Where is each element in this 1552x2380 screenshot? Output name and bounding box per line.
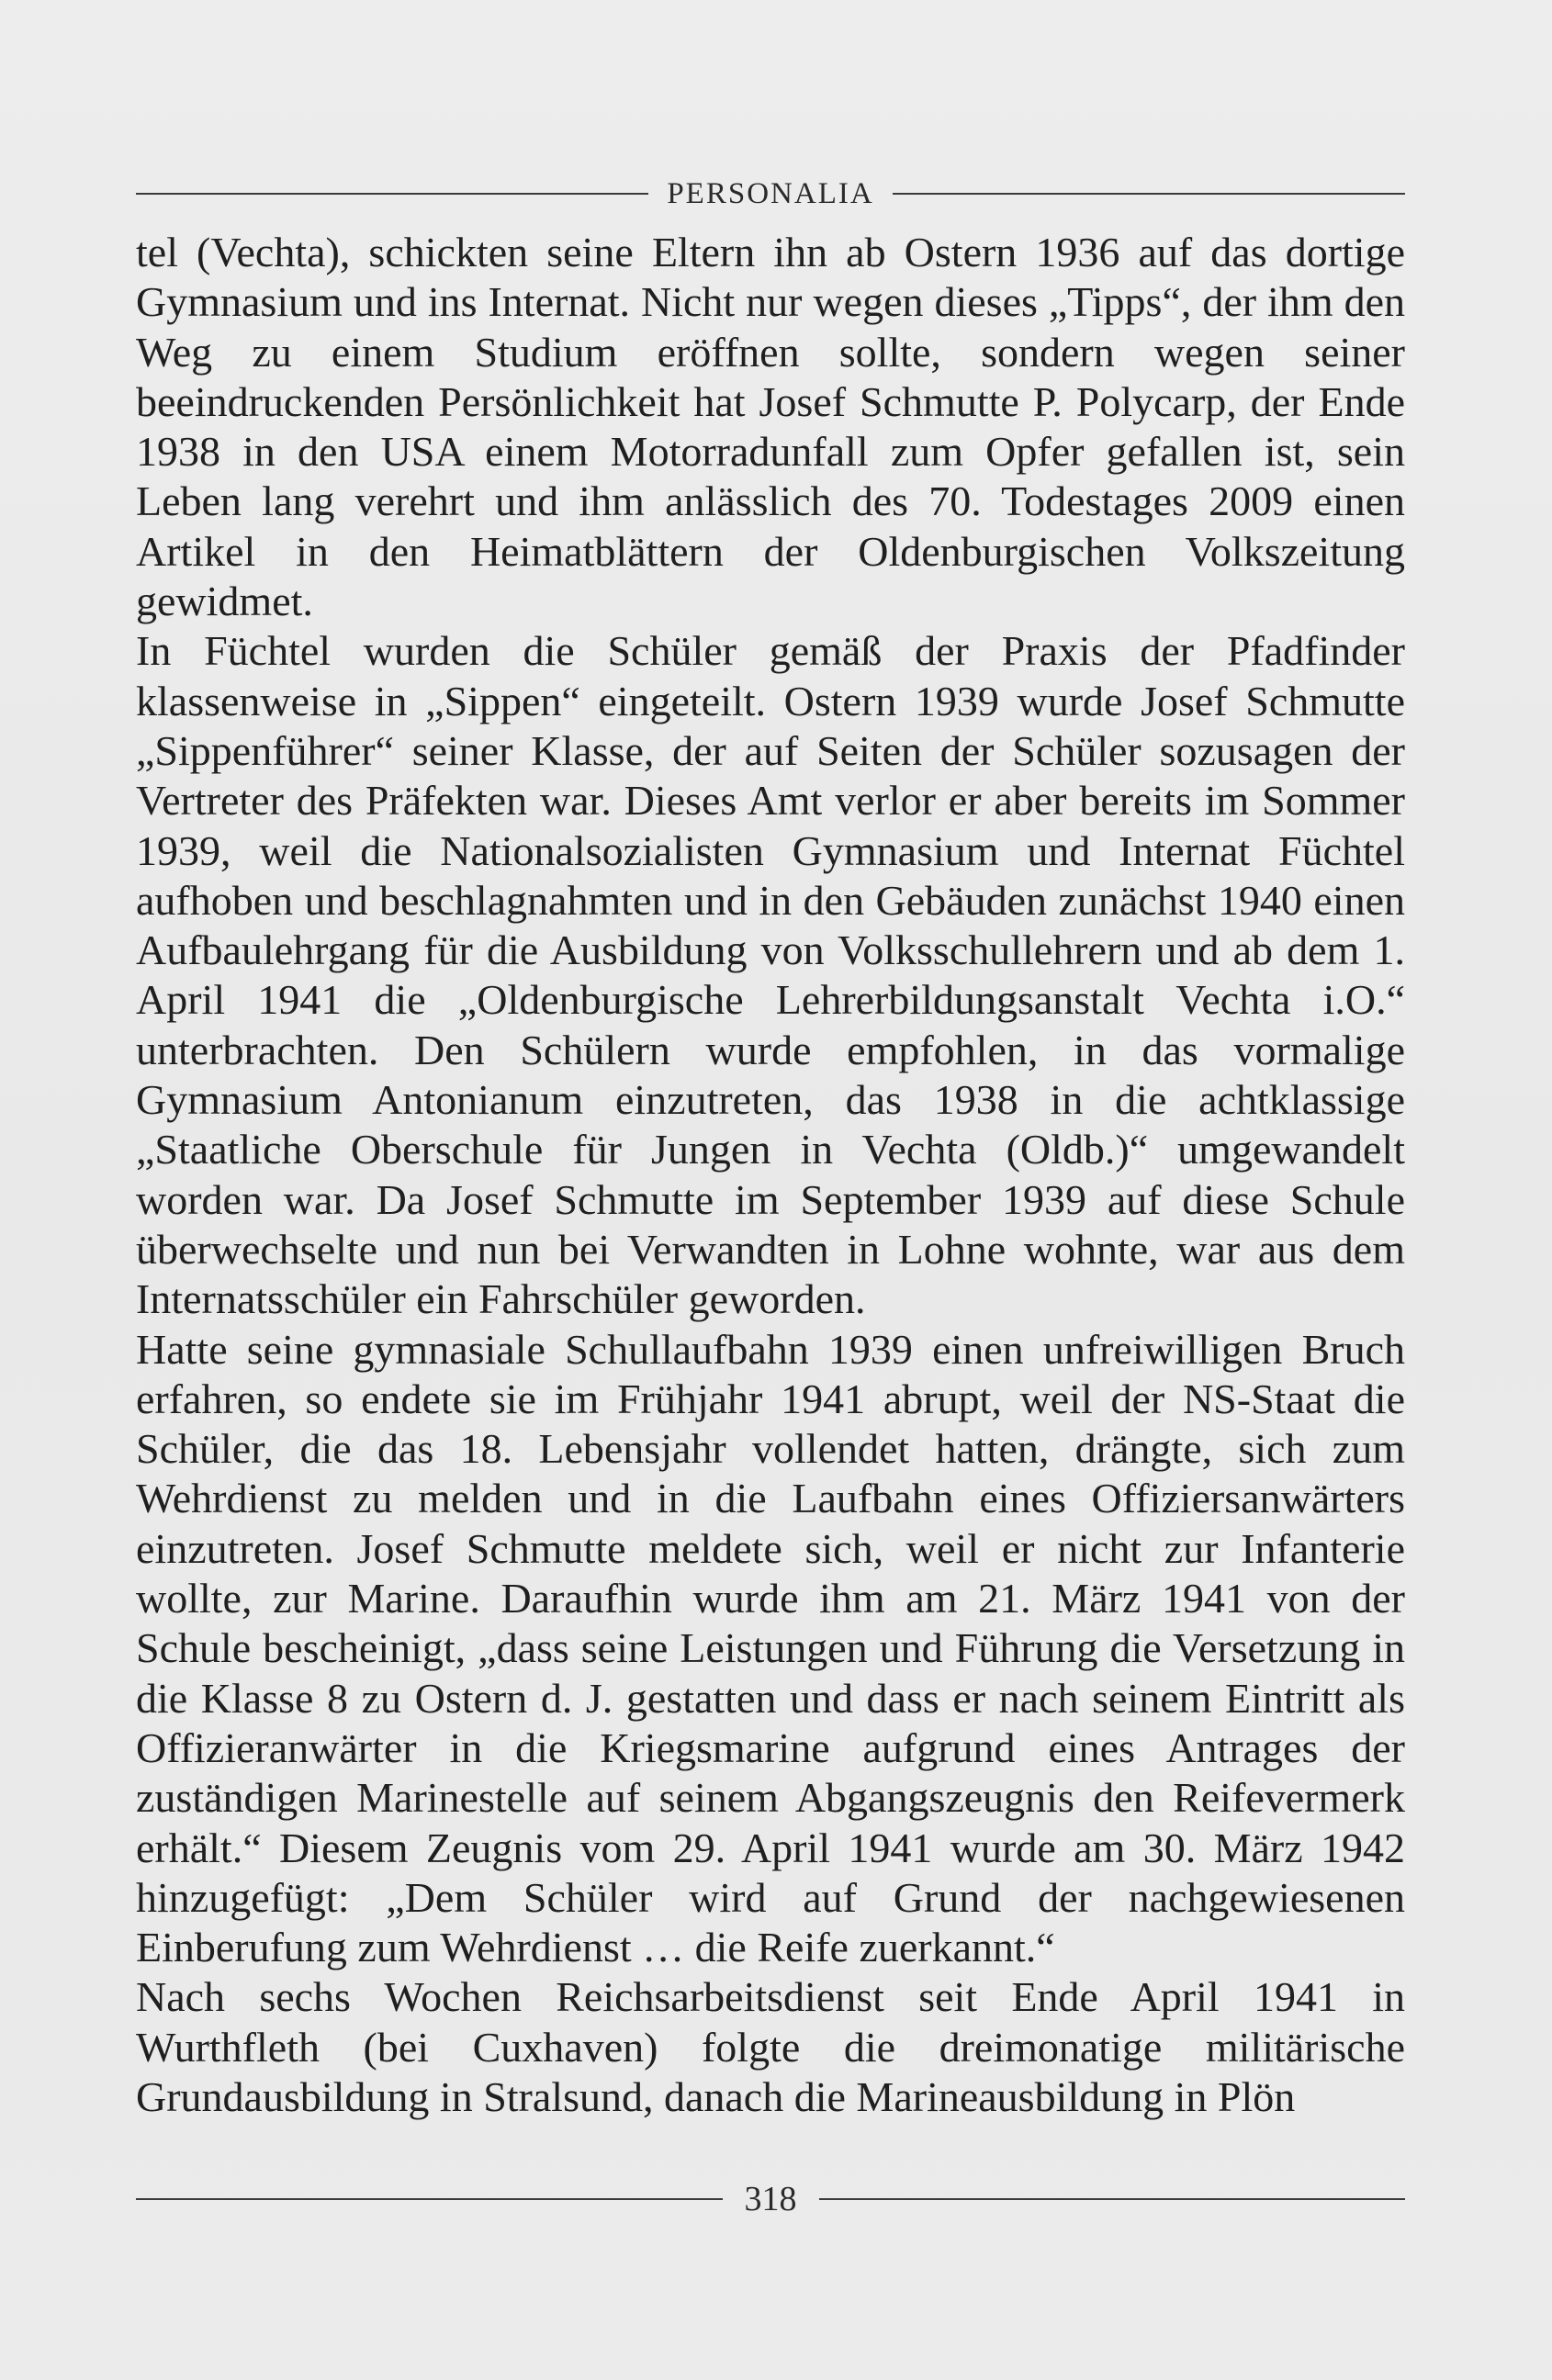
body-text [136, 228, 1405, 2122]
page-number: 318 [744, 2180, 797, 2218]
footer-rule-left [136, 2198, 723, 2200]
running-header [136, 171, 1405, 217]
running-header-title: PERSONALIA [667, 176, 874, 210]
header-rule-left [136, 193, 648, 195]
paragraph: Hatte seine gymnasiale Schullaufbahn 1939 einen unfreiwilligen Bruch erfahren, so endete sie im Frühjahr 1941 abrupt, weil der NS-Staat die Schüler, die das 18. Lebensjahr vollendet hatten, drängte, sich zum Wehrdienst zu melden und in die Laufbahn eines Offiziersanwärters einzutreten. Josef Schmutte meldete sich, weil er nicht zur Infanterie wollte, zur Marine. Daraufhin wurde ihm am 21. März 1941 von der Schule bescheinigt, „dass seine Leistungen und Führung die Versetzung in die Klasse 8 zu Ostern d. J. gestatten und dass er nach seinem Eintritt als Offizieranwärter in die Kriegsmarine aufgrund eines Antrages der zuständigen Marinestelle auf seinem Abgangszeugnis den Reifevermerk erhält.“ Diesem Zeugnis vom 29. April 1941 wurde am 30. März 1942 hinzugefügt: „Dem Schüler wird auf Grund der nachgewiesenen Einberufung zum Wehrdienst … die Reife zuerkannt.“ [136, 1325, 1405, 1971]
paragraph: tel (Vechta), schickten seine Eltern ihn ab Ostern 1936 auf das dortige Gymnasium und ins Internat. Nicht nur wegen dieses „Tipps“, der ihm den Weg zu einem Studium eröffnen sollte, sondern wegen seiner beeindruckenden Persönlichkeit hat Josef Schmutte P. Polycarp, der Ende 1938 in den USA einem Motorradunfall zum Opfer gefallen ist, sein Leben lang verehrt und ihm anlässlich des 70. Todestages 2009 einen Artikel in den Heimatblättern der Oldenburgischen Volkszeitung gewidmet. [136, 229, 1405, 625]
footer-rule-right [819, 2198, 1406, 2200]
page-footer [136, 2176, 1405, 2222]
header-rule-right [893, 193, 1405, 195]
paragraph: In Füchtel wurden die Schüler gemäß der Praxis der Pfadfinder klassenweise in „Sippen“ eingeteilt. Ostern 1939 wurde Josef Schmutte „Sippenführer“ seiner Klasse, der auf Seiten der Schüler sozusagen der Vertreter des Präfekten war. Dieses Amt verlor er aber bereits im Sommer 1939, weil die Nationalsozialisten Gymnasium und Internat Füchtel aufhoben und beschlagnahmten und in den Gebäuden zunächst 1940 einen Aufbaulehrgang für die Ausbildung von Volksschullehrern und ab dem 1. April 1941 die „Oldenburgische Lehrerbildungsanstalt Vechta i.O.“ unterbrachten. Den Schülern wurde empfohlen, in das vormalige Gymnasium Antonianum einzutreten, das 1938 in die achtklassige „Staatliche Oberschule für Jungen in Vechta (Oldb.)“ umgewandelt worden war. Da Josef Schmutte im September 1939 auf diese Schule überwechselte und nun bei Verwandten in Lohne wohnte, war aus dem Internatsschüler ein Fahrschüler geworden. [136, 627, 1405, 1323]
paragraph: Nach sechs Wochen Reichsarbeitsdienst seit Ende April 1941 in Wurthfleth (bei Cuxhaven) folgte die dreimonatige militärische Grundausbildung in Stralsund, danach die Marineausbildung in Plön [136, 1973, 1405, 2120]
